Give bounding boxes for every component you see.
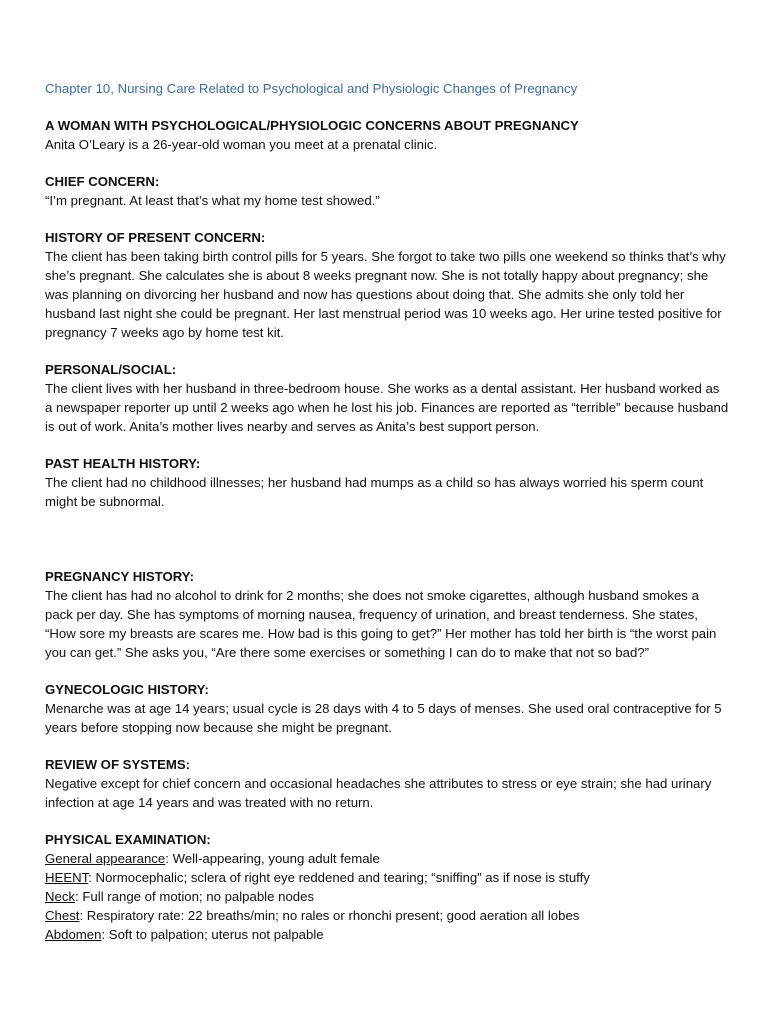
past-health-heading: PAST HEALTH HISTORY: (45, 456, 201, 471)
document-content (45, 79, 730, 966)
exam-text: : Respiratory rate: 22 breaths/min; no rales or rhonchi present; good aeration all lobes (79, 908, 580, 923)
gynecologic-history-heading: GYNECOLOGIC HISTORY: (45, 682, 209, 697)
history-present-text: The client has been taking birth control pills for 5 years. She forgot to take two pills one weekend so thinks that’s why she’s pregnant. She calculates she is about 8 weeks pregnant now. She is not totally happy about pregnancy; she was planning on divorcing her husband and now has questions about doing that. She admits she only told her husband last night she could be pregnant. Her last menstrual period was 10 weeks ago. Her urine tested positive for pregnancy 7 weeks ago by home test kit. (45, 249, 726, 340)
past-health-section (45, 454, 730, 511)
exam-text: : Normocephalic; sclera of right eye reddened and tearing; “sniffing” as if nose is stuffy (88, 870, 590, 885)
blank-space (45, 529, 730, 567)
case-intro-text: Anita O’Leary is a 26-year-old woman you meet at a prenatal clinic. (45, 137, 438, 152)
exam-line-heent (45, 868, 730, 887)
physical-exam-section (45, 830, 730, 944)
past-health-text: The client had no childhood illnesses; her husband had mumps as a child so has always worried his sperm count might be subnormal. (45, 475, 704, 509)
chapter-title: Chapter 10, Nursing Care Related to Psychological and Physiologic Changes of Pregnancy (45, 81, 578, 96)
exam-label: General appearance (45, 851, 166, 866)
exam-text: : Well-appearing, young adult female (165, 851, 380, 866)
exam-label: Chest (45, 908, 80, 923)
exam-line-chest (45, 906, 730, 925)
gynecologic-history-section (45, 680, 730, 737)
exam-label: Abdomen (45, 927, 102, 942)
personal-social-section (45, 360, 730, 436)
pregnancy-history-section (45, 567, 730, 662)
exam-text: : Full range of motion; no palpable nodes (75, 889, 315, 904)
personal-social-heading: PERSONAL/SOCIAL: (45, 362, 177, 377)
personal-social-text: The client lives with her husband in three-bedroom house. She works as a dental assistant. Her husband worked as a newspaper reporter up until 2 weeks ago when he lost his job. Finances are reported as “terrible” because husband is out of work. Anita’s mother lives nearby and serves as Anita’s best support person. (45, 381, 729, 434)
history-present-section (45, 228, 730, 342)
review-systems-section (45, 755, 730, 812)
history-present-heading: HISTORY OF PRESENT CONCERN: (45, 230, 266, 245)
exam-line-general-appearance (45, 849, 730, 868)
exam-text: : Soft to palpation; uterus not palpable (101, 927, 324, 942)
chief-concern-heading: CHIEF CONCERN: (45, 174, 160, 189)
chief-concern-section (45, 172, 730, 210)
chief-concern-text: “I’m pregnant. At least that’s what my home test showed.” (45, 193, 380, 208)
exam-line-abdomen (45, 925, 730, 944)
pregnancy-history-heading: PREGNANCY HISTORY: (45, 569, 194, 584)
gynecologic-history-text: Menarche was at age 14 years; usual cycle is 28 days with 4 to 5 days of menses. She used oral contraceptive for 5 years before stopping now because she might be pregnant. (45, 701, 722, 735)
case-intro-section (45, 116, 730, 154)
exam-label: Neck (45, 889, 76, 904)
review-systems-text: Negative except for chief concern and occasional headaches she attributes to stress or eye strain; she had urinary infection at age 14 years and was treated with no return. (45, 776, 712, 810)
physical-exam-heading: PHYSICAL EXAMINATION: (45, 832, 211, 847)
exam-line-neck (45, 887, 730, 906)
case-heading: A WOMAN WITH PSYCHOLOGICAL/PHYSIOLOGIC CONCERNS ABOUT PREGNANCY (45, 118, 579, 133)
exam-label: HEENT (45, 870, 89, 885)
pregnancy-history-text: The client has had no alcohol to drink for 2 months; she does not smoke cigarettes, although husband smokes a pack per day. She has symptoms of morning nausea, frequency of urination, and breast tenderness. She states, “How sore my breasts are scares me. How bad is this going to get?” Her mother has told her birth is “the worst pain you can get.” She asks you, “Are there some exercises or something I can do to make that not so bad?” (45, 588, 717, 660)
review-systems-heading: REVIEW OF SYSTEMS: (45, 757, 191, 772)
